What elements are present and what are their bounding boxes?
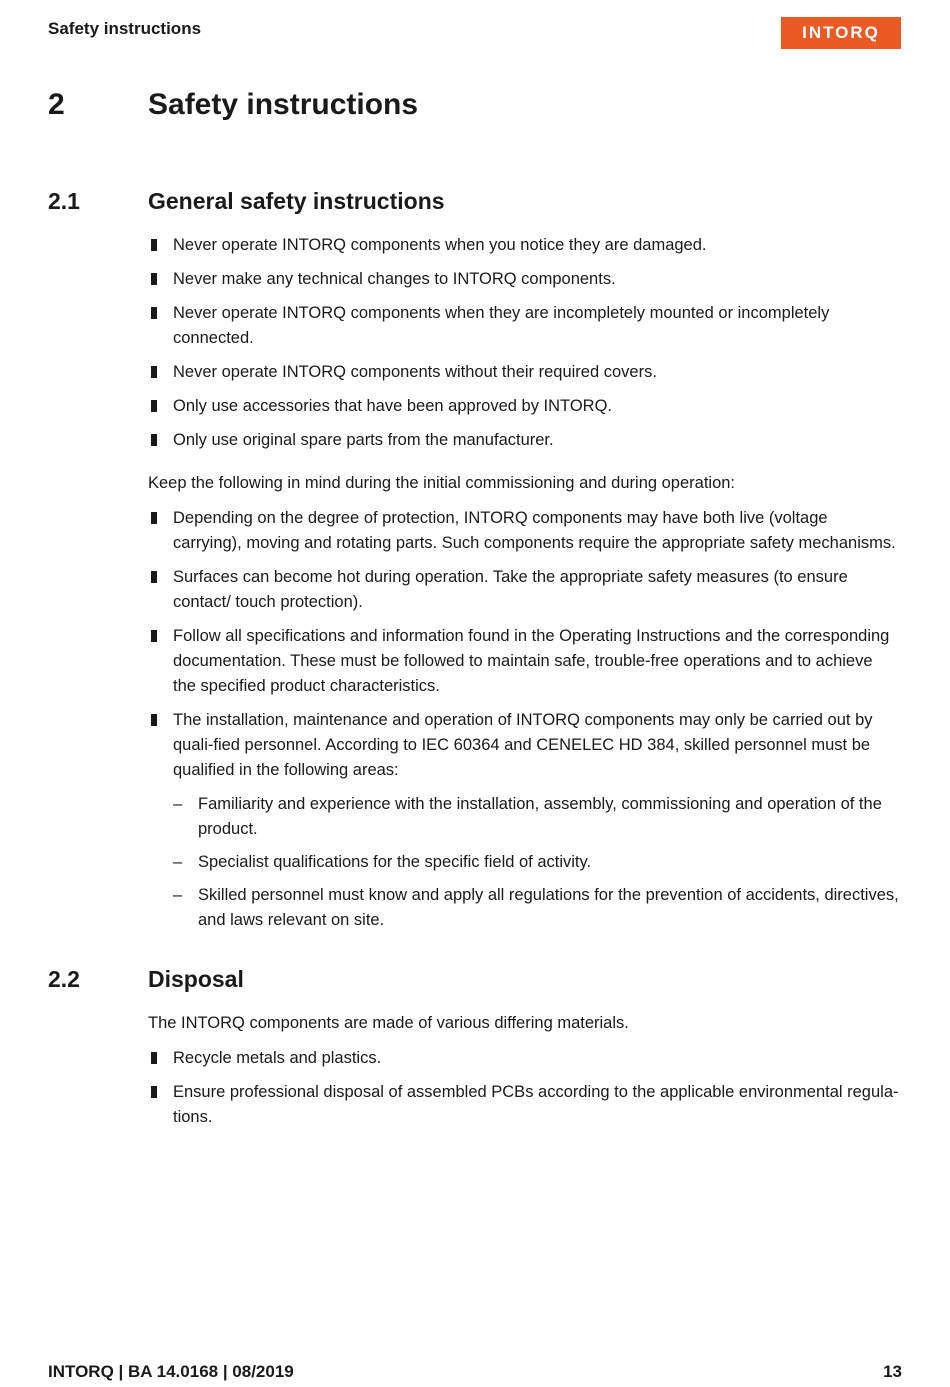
bullet-marker	[151, 1052, 157, 1064]
dash-marker: –	[173, 853, 183, 871]
list-item-text: Never operate INTORQ components when you notice they are damaged.	[173, 236, 707, 254]
sub-list-item-text: Skilled personnel must know and apply all regulations for the prevention of accidents, directives, and laws relevant on site.	[198, 886, 899, 929]
intorq-logo: INTORQ	[781, 17, 901, 49]
commissioning-block	[148, 471, 900, 941]
list-item	[148, 506, 900, 556]
bullet-marker	[151, 239, 157, 251]
sub-list-item	[148, 792, 900, 842]
list-item-text: Only use accessories that have been approved by INTORQ.	[173, 397, 613, 415]
section-title: Disposal	[148, 966, 244, 992]
list-item	[148, 301, 900, 351]
list-item	[148, 267, 900, 292]
list-item-text: Only use original spare parts from the manufacturer.	[173, 431, 554, 449]
list-item	[148, 394, 900, 419]
sub-list-item	[148, 883, 900, 933]
running-header-title: Safety instructions	[48, 19, 202, 38]
list-item	[148, 233, 900, 258]
list-item	[148, 708, 900, 783]
intro-paragraph: Keep the following in mind during the initial commissioning and during operation:	[148, 474, 736, 492]
sub-list-item-text: Familiarity and experience with the installation, assembly, commissioning and operation of the product.	[198, 795, 882, 838]
bullet-marker	[151, 512, 157, 524]
dash-marker: –	[173, 795, 183, 813]
list-item	[148, 360, 900, 385]
list-item	[148, 1080, 900, 1130]
general-safety-list	[148, 233, 900, 462]
bullet-marker	[151, 434, 157, 446]
list-item-text: Surfaces can become hot during operation. Take the appropriate safety measures (to ensure contact/ touch protection).	[173, 568, 848, 611]
list-item-text: The installation, maintenance and operation of INTORQ components may only be carried out by quali-fied personnel. According to IEC 60364 and CENELEC HD 384, skilled personnel must be qualified in the following areas:	[173, 711, 873, 779]
list-item-text: Never make any technical changes to INTORQ components.	[173, 270, 616, 288]
bullet-marker	[151, 273, 157, 285]
list-item	[148, 565, 900, 615]
bullet-marker	[151, 307, 157, 319]
bullet-marker	[151, 366, 157, 378]
sub-list-item-text: Specialist qualifications for the specific field of activity.	[198, 853, 592, 871]
list-item-text: Ensure professional disposal of assembled PCBs according to the applicable environmental regula-tions.	[173, 1083, 899, 1126]
dash-marker: –	[173, 886, 183, 904]
bullet-marker	[151, 1086, 157, 1098]
list-item-text: Depending on the degree of protection, INTORQ components may have both live (voltage carrying), moving and rotating parts. Such components require the appropriate safety mechanisms.	[173, 509, 896, 552]
intro-paragraph: The INTORQ components are made of various differing materials.	[148, 1014, 629, 1032]
list-item-text: Recycle metals and plastics.	[173, 1049, 382, 1067]
bullet-marker	[151, 400, 157, 412]
footer-page-number: 13	[883, 1362, 902, 1381]
chapter-title: Safety instructions	[148, 88, 419, 121]
sub-list-item	[148, 850, 900, 875]
bullet-marker	[151, 571, 157, 583]
bullet-marker	[151, 714, 157, 726]
list-item	[148, 1046, 900, 1071]
list-item	[148, 624, 900, 699]
list-item-text: Never operate INTORQ components when they are incompletely mounted or incompletely connected.	[173, 304, 830, 347]
bullet-marker	[151, 630, 157, 642]
list-item-text: Never operate INTORQ components without their required covers.	[173, 363, 657, 381]
disposal-block	[148, 1011, 900, 1139]
footer-document-reference: INTORQ | BA 14.0168 | 08/2019	[48, 1362, 294, 1381]
list-item	[148, 428, 900, 453]
list-item-text: Follow all specifications and information found in the Operating Instructions and the corresponding documentation. These must be followed to maintain safe, trouble-free operations and to achieve the specified product characteristics.	[173, 627, 890, 695]
section-title: General safety instructions	[148, 188, 445, 214]
section-number: 2.2	[48, 966, 80, 992]
section-number: 2.1	[48, 188, 80, 214]
chapter-number: 2	[48, 88, 65, 121]
